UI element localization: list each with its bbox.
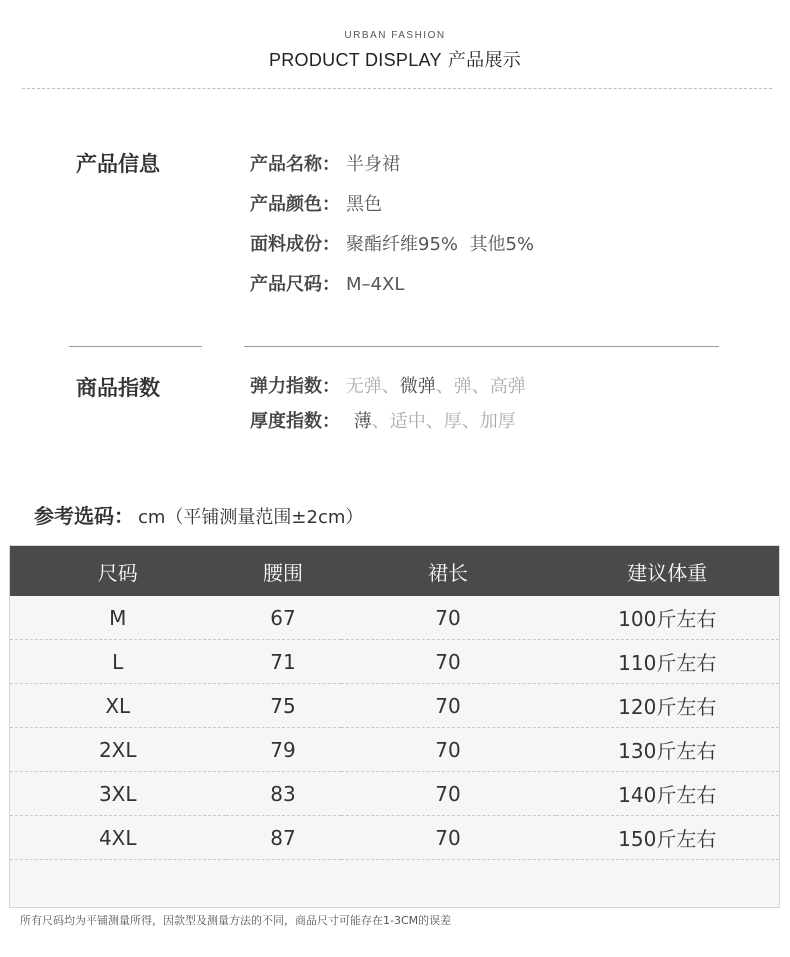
table-row xyxy=(10,684,780,728)
info-row-fabric xyxy=(250,230,534,256)
thickness-option: 适中 xyxy=(389,411,426,432)
table-row xyxy=(10,728,780,772)
info-label: 产品名称： xyxy=(250,154,340,175)
info-label: 面料成份： xyxy=(250,234,340,255)
cell-weight: 100斤左右 xyxy=(556,596,780,640)
cell-length: 70 xyxy=(341,728,556,772)
product-index-title: 商品指数 xyxy=(76,376,160,400)
thickness-index xyxy=(250,407,516,433)
cell-length: 70 xyxy=(341,816,556,860)
page-title-en: PRODUCT DISPLAY xyxy=(268,50,442,70)
cell-weight: 120斤左右 xyxy=(556,684,780,728)
info-row-color xyxy=(250,190,382,216)
elasticity-label: 弹力指数： xyxy=(250,376,340,397)
table-row xyxy=(10,772,780,816)
cell-waist: 87 xyxy=(226,816,341,860)
cell-length: 70 xyxy=(341,772,556,816)
header-subtitle: URBAN FASHION xyxy=(344,30,446,41)
cell-waist: 83 xyxy=(226,772,341,816)
size-reference-label: 参考选码： xyxy=(34,504,134,528)
size-reference-note: cm（平铺测量范围±2cm） xyxy=(138,507,364,528)
cell-weight: 140斤左右 xyxy=(556,772,780,816)
cell-size: 2XL xyxy=(10,728,226,772)
header-size: 尺码 xyxy=(10,546,226,597)
cell-size: 4XL xyxy=(10,816,226,860)
table-row xyxy=(10,596,780,640)
table-empty-row xyxy=(10,860,780,908)
cell-weight: 130斤左右 xyxy=(556,728,780,772)
measurement-footnote: 所有尺码均为平铺测量所得，因款型及测量方法的不同，商品尺寸可能存在1-3CM的误差 xyxy=(20,914,452,927)
header-divider xyxy=(22,88,772,89)
thickness-option: 加厚 xyxy=(479,411,516,432)
elasticity-index xyxy=(250,372,526,398)
cell-size: 3XL xyxy=(10,772,226,816)
header-weight: 建议体重 xyxy=(556,546,780,597)
info-value: 黑色 xyxy=(346,194,382,215)
thickness-option-selected: 薄 xyxy=(353,411,372,432)
section-divider-left xyxy=(69,346,202,347)
size-table xyxy=(9,545,780,908)
table-row xyxy=(10,816,780,860)
cell-waist: 79 xyxy=(226,728,341,772)
info-row-size xyxy=(250,270,404,296)
cell-weight: 150斤左右 xyxy=(556,816,780,860)
page-title xyxy=(0,46,790,72)
elasticity-option: 无弹 xyxy=(345,376,382,397)
product-info-title: 产品信息 xyxy=(76,152,160,176)
info-value: M–4XL xyxy=(346,274,405,295)
elasticity-options: 无弹、微弹、弹、高弹 xyxy=(345,376,526,397)
size-reference xyxy=(34,500,363,529)
info-value: 半身裙 xyxy=(346,154,400,175)
cell-length: 70 xyxy=(341,596,556,640)
header-length: 裙长 xyxy=(341,546,556,597)
cell-waist: 71 xyxy=(226,640,341,684)
size-table-header xyxy=(10,546,780,597)
cell-waist: 67 xyxy=(226,596,341,640)
cell-size: L xyxy=(10,640,226,684)
header-waist: 腰围 xyxy=(226,546,341,597)
section-divider-right xyxy=(244,346,719,347)
page-title-cn: 产品展示 xyxy=(447,50,522,71)
info-label: 产品颜色： xyxy=(250,194,340,215)
thickness-option: 厚 xyxy=(443,411,462,432)
cell-length: 70 xyxy=(341,684,556,728)
cell-weight: 110斤左右 xyxy=(556,640,780,684)
thickness-label: 厚度指数： xyxy=(250,411,340,432)
thickness-options: 薄、适中、厚、加厚 xyxy=(353,411,516,432)
info-row-name xyxy=(250,150,400,176)
elasticity-option: 弹 xyxy=(453,376,472,397)
cell-size: XL xyxy=(10,684,226,728)
cell-size: M xyxy=(10,596,226,640)
info-label: 产品尺码： xyxy=(250,274,340,295)
table-row xyxy=(10,640,780,684)
info-value: 聚酯纤维95% 其他5% xyxy=(346,234,535,255)
elasticity-option-selected: 微弹 xyxy=(399,376,436,397)
elasticity-option: 高弹 xyxy=(489,376,526,397)
cell-waist: 75 xyxy=(226,684,341,728)
cell-length: 70 xyxy=(341,640,556,684)
